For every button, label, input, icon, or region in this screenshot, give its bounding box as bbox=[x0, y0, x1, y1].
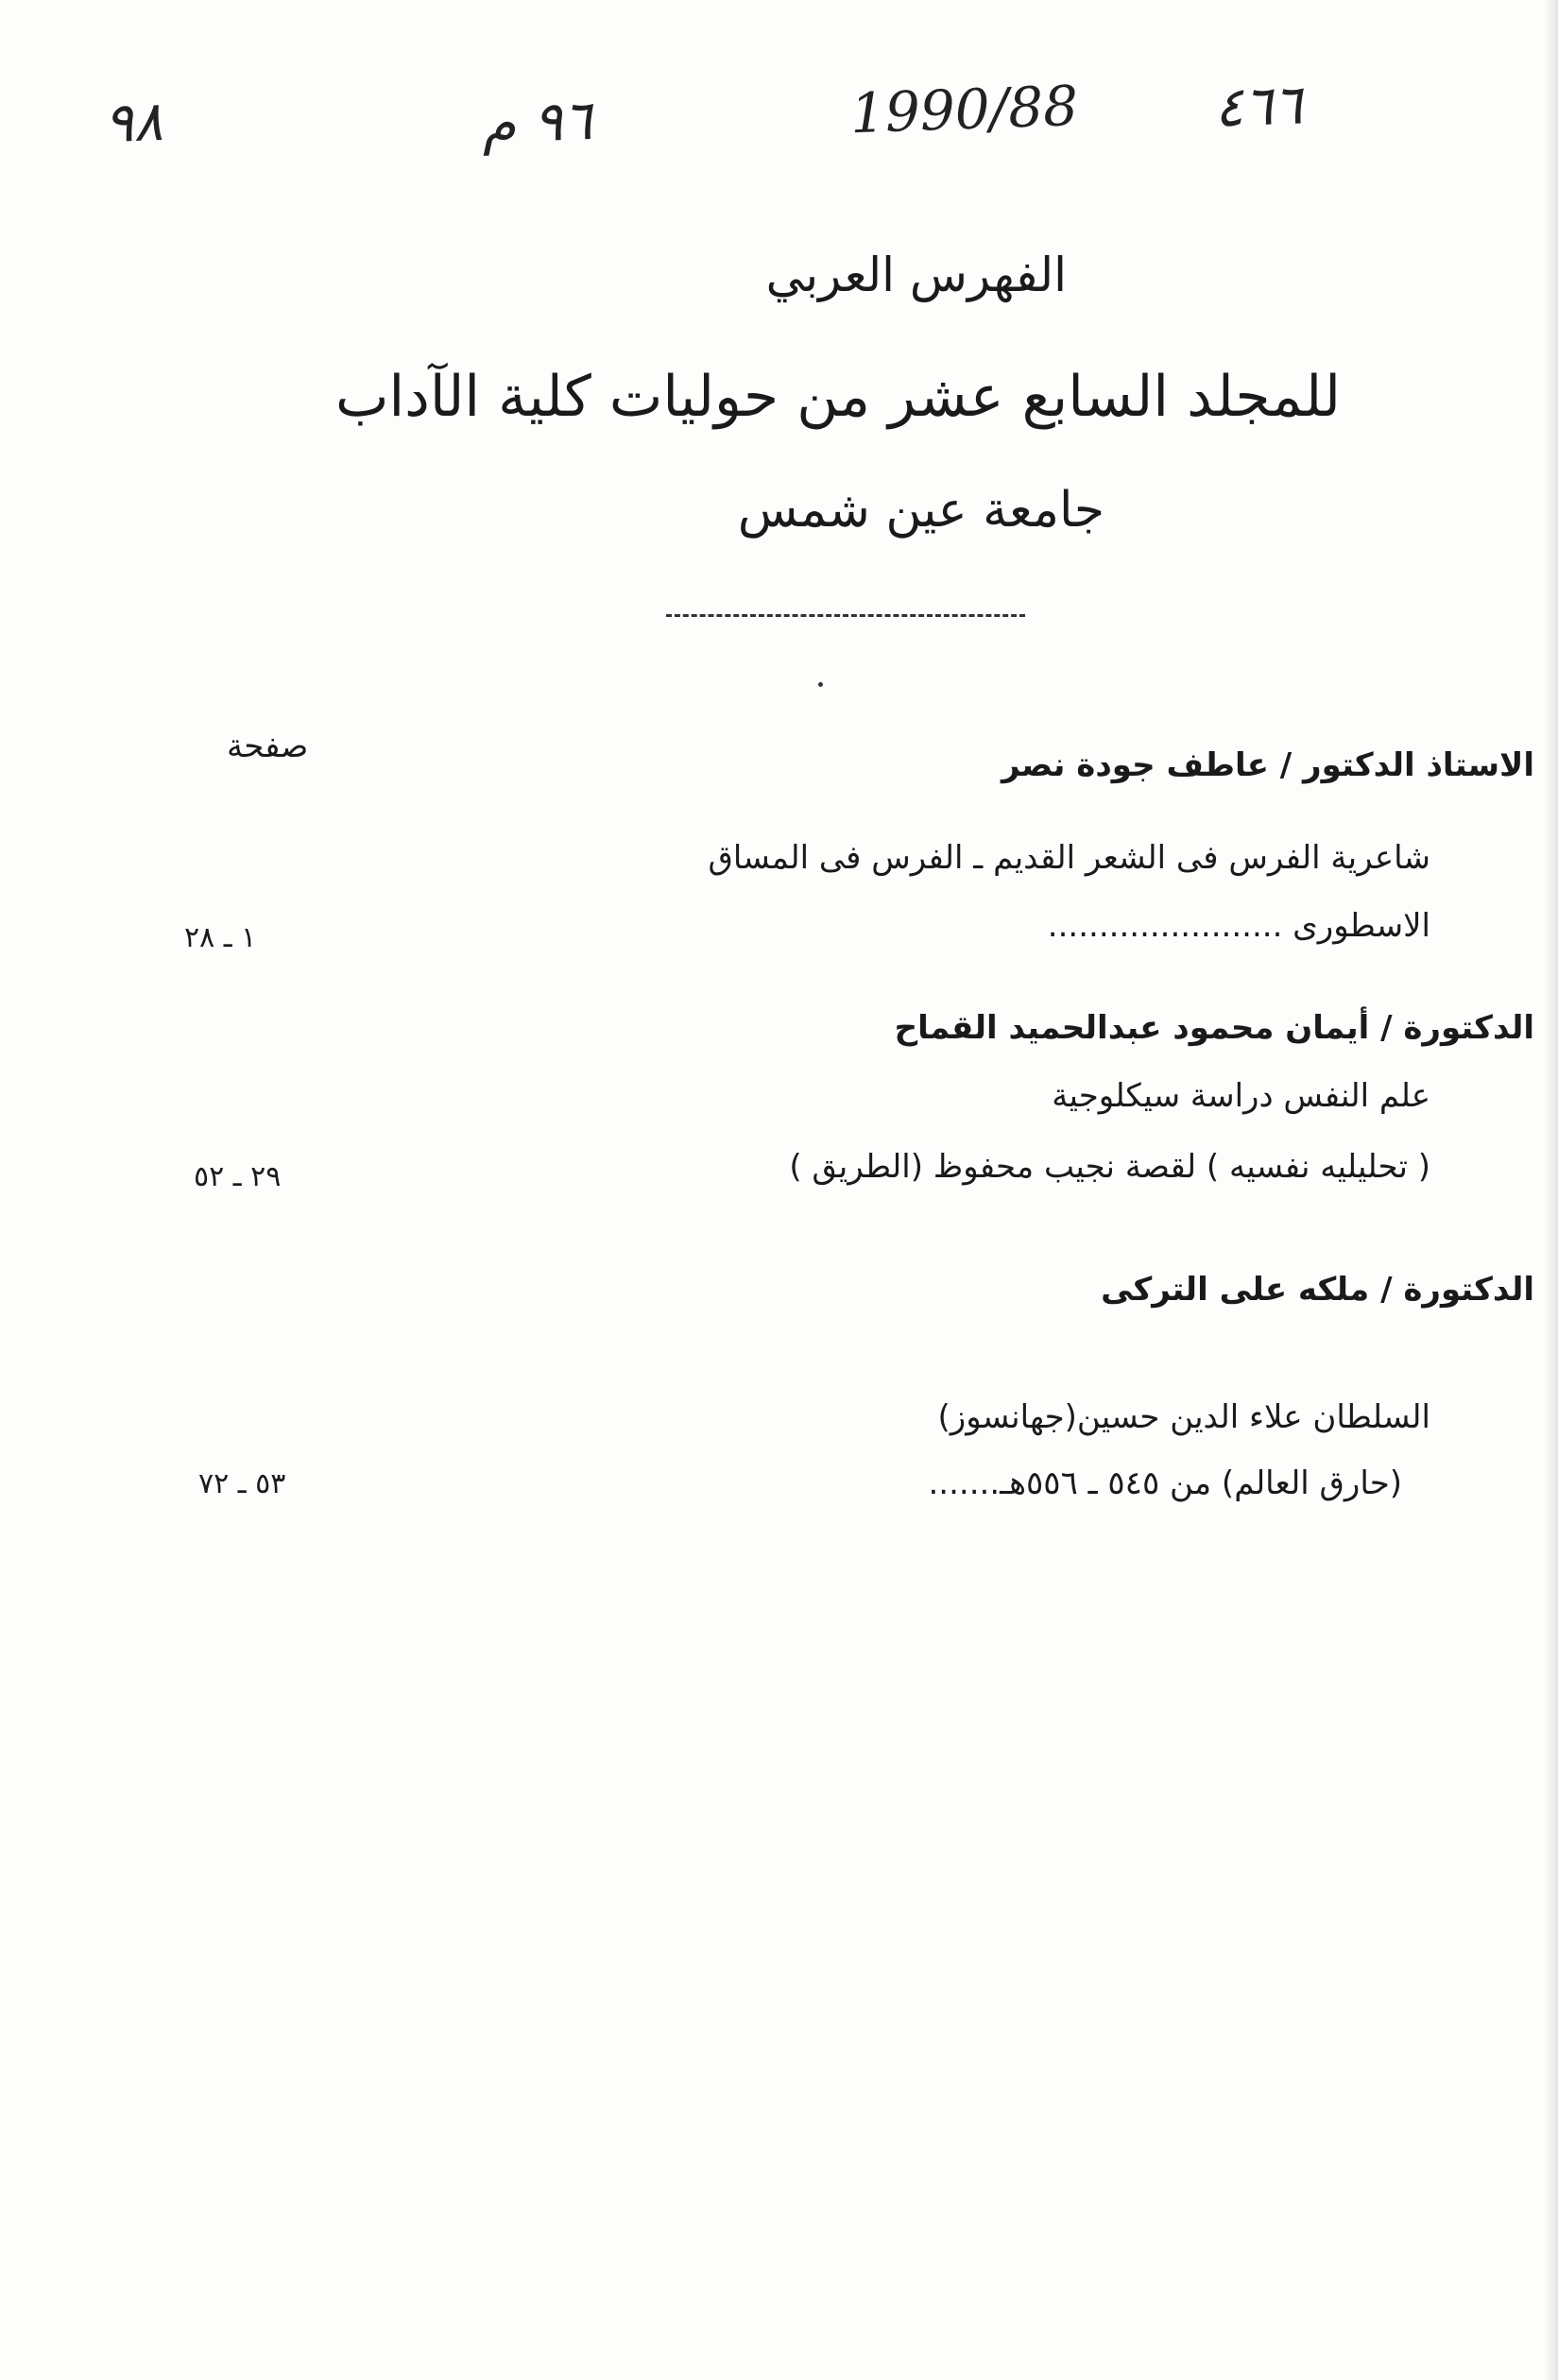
header-line-1: الفهرس العربي bbox=[765, 248, 1067, 302]
entry-3-pages: ٥٣ ـ ٧٢ bbox=[198, 1467, 286, 1500]
entry-1-title-line-2: الاسطورى ....................... bbox=[1047, 907, 1430, 945]
entry-2-pages: ٢٩ ـ ٥٢ bbox=[194, 1160, 282, 1193]
entry-2-author: الدكتورة / أيمان محمود عبدالحميد القماح bbox=[894, 1009, 1534, 1047]
handwritten-note-middle: ٩٦ م bbox=[480, 87, 593, 157]
scan-edge-shadow bbox=[1545, 0, 1558, 2380]
header-line-3: جامعة عين شمس bbox=[737, 482, 1104, 539]
page-column-label: صفحة bbox=[227, 728, 309, 765]
entry-2-title-line-1: علم النفس دراسة سيكلوجية bbox=[1052, 1077, 1430, 1115]
header-line-2: للمجلد السابع عشر من حوليات كلية الآداب bbox=[334, 364, 1341, 430]
entry-1-pages: ١ ـ ٢٨ bbox=[184, 921, 257, 954]
entry-3-title-line-2: (حارق العالم) من ٥٤٥ ـ ٥٥٦هـ....... bbox=[928, 1464, 1402, 1502]
separator-dot bbox=[818, 682, 823, 687]
separator-rule bbox=[666, 614, 1025, 617]
handwritten-note-left: ٩٨ bbox=[102, 88, 164, 156]
entry-3-author: الدكتورة / ملكه على التركى bbox=[1101, 1271, 1534, 1309]
entry-1-author: الاستاذ الدكتور / عاطف جودة نصر bbox=[1002, 746, 1534, 784]
entry-1-title-line-1: شاعرية الفرس فى الشعر القديم ـ الفرس فى المساق bbox=[708, 839, 1430, 877]
entry-3-title-line-1: السلطان علاء الدين حسين(جهانسوز) bbox=[937, 1398, 1430, 1436]
entry-2-title-line-2: ( تحليليه نفسيه ) لقصة نجيب محفوظ (الطريق ) bbox=[789, 1148, 1430, 1186]
handwritten-note-center: 1990/88 bbox=[848, 73, 1080, 146]
handwritten-note-right: ٤٦٦ bbox=[1212, 72, 1304, 140]
